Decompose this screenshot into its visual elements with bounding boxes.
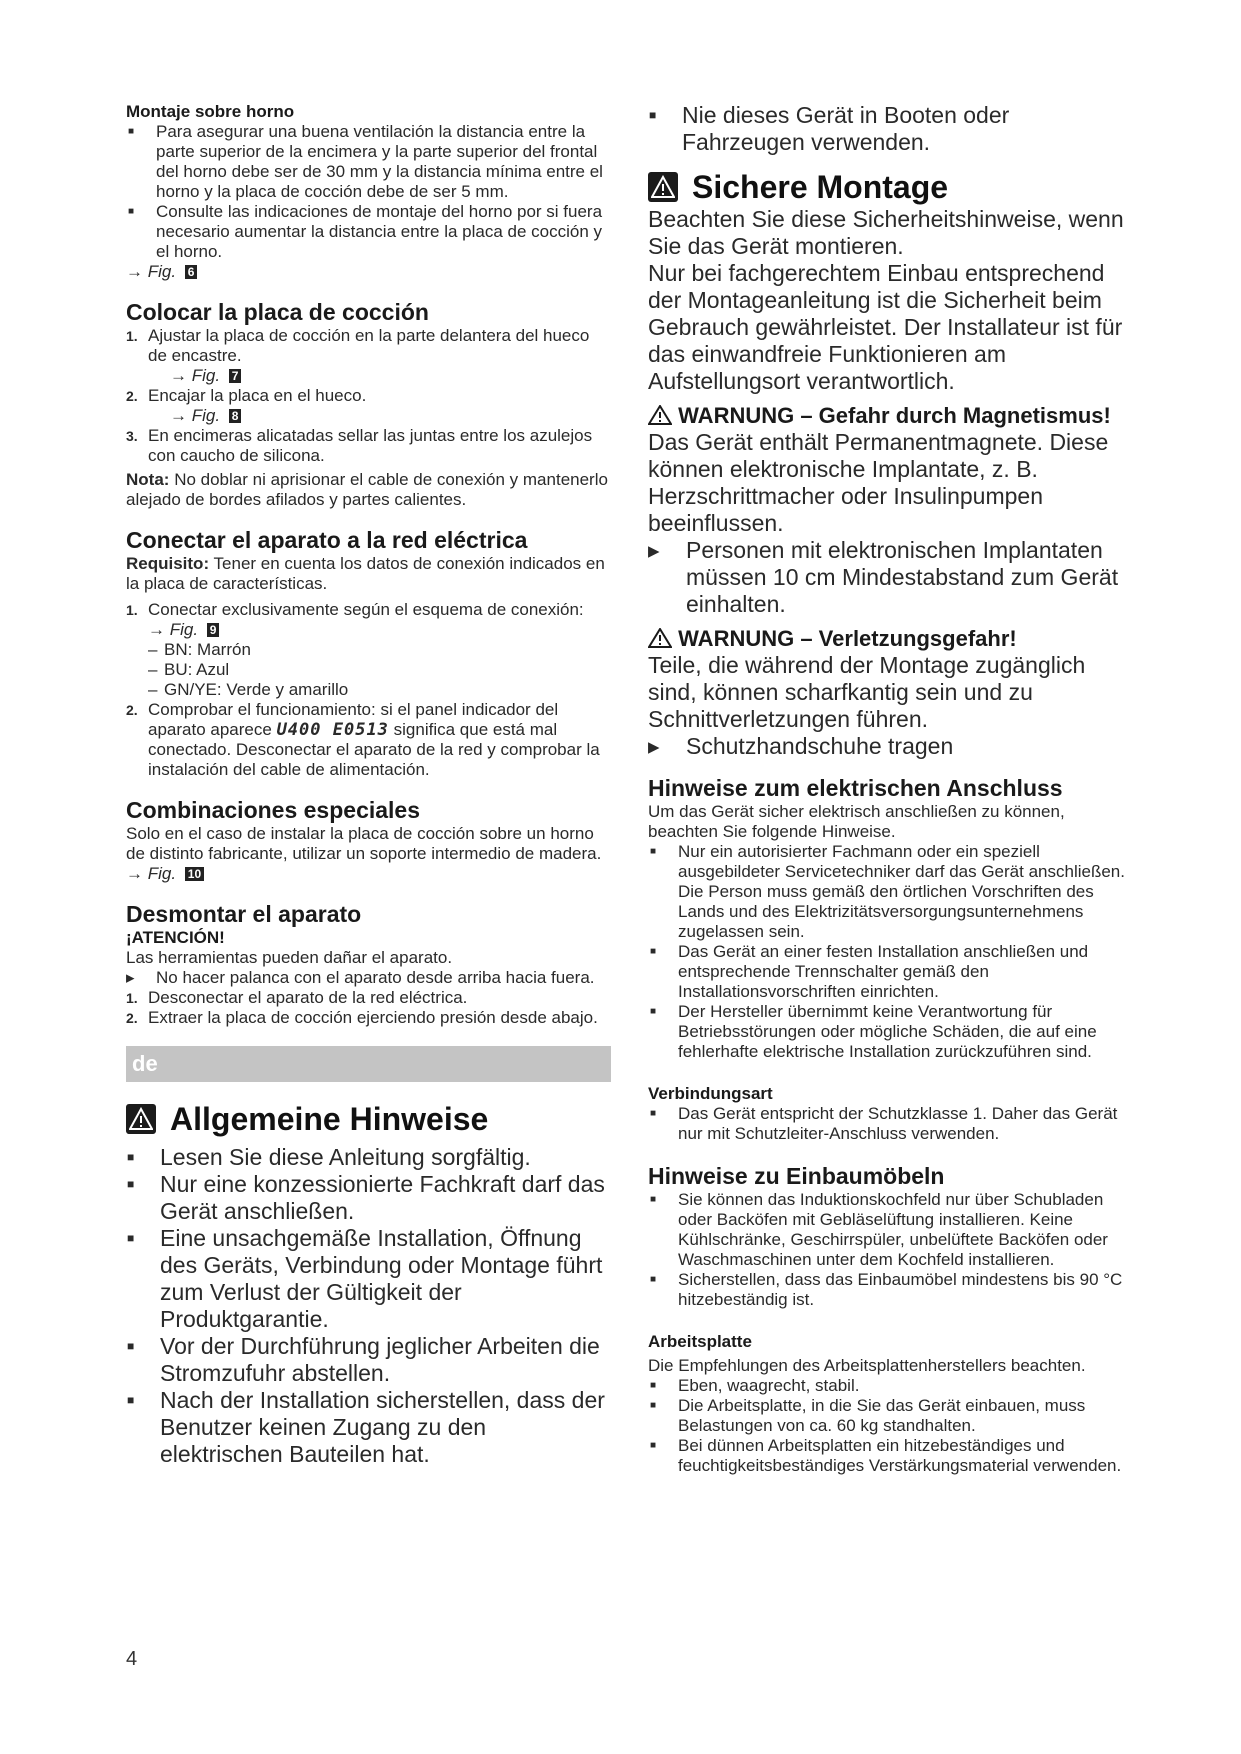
fig-number: 9 [207, 623, 220, 637]
step-1: 1. Desconectar el aparato de la red eléctrica. [126, 988, 468, 1007]
section-title-combinaciones: Combinaciones especiales [126, 797, 421, 823]
paragraph: Beachten Sie diese Sicherheitshinweise, wenn Sie das Gerät montieren. [648, 206, 1124, 259]
list-item: ■ Consulte las indicaciones de montaje del horno por si fuera necesario aumentar la distancia entre la placa de cocción y el horno. [126, 202, 611, 262]
list-item: ■ Die Arbeitsplatte, in die Sie das Gerät einbauen, muss Belastungen von ca. 60 kg standhalten. [648, 1396, 1128, 1436]
paragraph: Das Gerät enthält Permanentmagnete. Diese können elektronische Implantate, z. B. Herzschrittmacher oder Insulinpumpen beeinflussen. [648, 429, 1109, 536]
wire-item: – BU: Azul [126, 660, 611, 680]
step-2: 2. Extraer la placa de cocción ejerciendo presión desde abajo. [126, 1008, 598, 1027]
paragraph: Die Empfehlungen des Arbeitsplattenherstellers beachten. [648, 1356, 1086, 1375]
list-item: ■ Der Hersteller übernimmt keine Verantwortung für Betriebsstörungen oder mögliche Schäden, die auf eine fehlerhafte elektrische Installation zurückzuführen sind. [648, 1002, 1128, 1062]
list-item: ■ Lesen Sie diese Anleitung sorgfältig. [126, 1144, 611, 1171]
wire-item: – BN: Marrón [126, 640, 611, 660]
paragraph: Teile, die während der Montage zugänglich sind, können scharfkantig sein und zu Schnittverletzungen führen. [648, 652, 1086, 732]
paragraph: Las herramientas pueden dañar el aparato. [126, 948, 453, 967]
warning-triangle-icon [648, 626, 678, 651]
warning-title: WARNUNG – Verletzungsgefahr! [648, 626, 1128, 652]
section-title-allgemeine: Allgemeine Hinweise [126, 1100, 611, 1138]
warning-triangle-icon [648, 403, 678, 428]
warning-icon [126, 1104, 156, 1134]
paragraph: Solo en el caso de instalar la placa de cocción sobre un horno de distinto fabricante, utilizar un soporte intermedio de madera. [126, 824, 602, 863]
list-item: ■ Nur ein autorisierter Fachmann oder ein speziell ausgebildeter Servicetechniker darf das Gerät anschließen. Die Person muss gemäß den örtlichen Vorschriften des Lands und des Elektrizitätsversorgungsunternehmens zugelassen sein. [648, 842, 1128, 942]
fig-ref: → Fig. 10 [126, 864, 611, 884]
requisito: Requisito: Tener en cuenta los datos de conexión indicados en la placa de características. [126, 554, 605, 593]
section-title-elektrisch: Hinweise zum elektrischen Anschluss [648, 775, 1063, 801]
section-title-verbindungsart: Verbindungsart [648, 1084, 773, 1103]
fig-ref: → Fig. 6 [126, 262, 611, 282]
list-item: ■ Das Gerät entspricht der Schutzklasse 1. Daher das Gerät nur mit Schutzleiter-Anschluss verwenden. [648, 1104, 1128, 1144]
list-item: ■ Nie dieses Gerät in Booten oder Fahrzeugen verwenden. [648, 102, 1128, 156]
fig-number: 8 [229, 409, 242, 423]
list-item: ■ Sie können das Induktionskochfeld nur über Schubladen oder Backöfen mit Gebläselüftung installieren. Keine Kühlschränke, Geschirrspüler, unbelüftete Backöfen oder Waschmaschinen unter dem Kochfeld installieren. [648, 1190, 1128, 1270]
list-item: ■ Bei dünnen Arbeitsplatten ein hitzebeständiges und feuchtigkeitsbeständiges Verstärkungsmaterial verwenden. [648, 1436, 1128, 1476]
list-item: ■ Vor der Durchführung jeglicher Arbeiten die Stromzufuhr abstellen. [126, 1333, 611, 1387]
fig-number: 7 [229, 369, 242, 383]
wire-item: – GN/YE: Verde y amarillo [126, 680, 611, 700]
paragraph: Nur bei fachgerechtem Einbau entsprechend der Montageanleitung ist die Sicherheit beim Gebrauch gewährleistet. Der Installateur ist für das einwandfreie Funktionieren am Aufstellungsort verantwortlich. [648, 260, 1123, 394]
section-title-montaje: Montaje sobre horno [126, 102, 295, 121]
step-1: 1. Ajustar la placa de cocción en la parte delantera del hueco de encastre. [126, 326, 590, 365]
action-item: ▸ Schutzhandschuhe tragen [648, 733, 1128, 760]
step-2: 2. Encajar la placa en el hueco. [126, 386, 367, 405]
list-item: ■ Das Gerät an einer festen Installation anschließen und entsprechende Trennschalter gemäß den Installationsvorschriften einrichten. [648, 942, 1128, 1002]
fig-ref: → Fig. 9 [126, 620, 611, 640]
list-item: ■ Nach der Installation sicherstellen, dass der Benutzer keinen Zugang zu den elektrischen Bauteilen hat. [126, 1387, 611, 1468]
list-item: ■ Nur eine konzessionierte Fachkraft darf das Gerät anschließen. [126, 1171, 611, 1225]
fig-number: 10 [185, 867, 204, 881]
page-number: 4 [126, 1648, 138, 1670]
action-item: ▸ No hacer palanca con el aparato desde arriba hacia fuera. [126, 968, 611, 988]
section-title-desmontar: Desmontar el aparato [126, 901, 362, 927]
step-1: 1. Conectar exclusivamente según el esquema de conexión: [126, 600, 584, 619]
left-column [126, 102, 611, 1468]
display-code: U400 E0513 [276, 720, 389, 740]
section-title-sichere-montage: Sichere Montage [648, 168, 1128, 206]
list-item: ■ Eben, waagrecht, stabil. [648, 1376, 1128, 1396]
section-title-arbeitsplatte: Arbeitsplatte [648, 1332, 752, 1351]
warning-title: WARNUNG – Gefahr durch Magnetismus! [648, 403, 1128, 429]
warning-icon [648, 172, 678, 202]
section-title-colocar: Colocar la placa de cocción [126, 299, 429, 325]
language-bar: de [126, 1046, 611, 1082]
section-title-einbaumoebel: Hinweise zu Einbaumöbeln [648, 1163, 945, 1189]
right-column [648, 102, 1128, 1476]
paragraph: Um das Gerät sicher elektrisch anschließen zu können, beachten Sie folgende Hinweise. [648, 802, 1065, 841]
fig-ref: → Fig. 8 [126, 406, 611, 426]
fig-number: 6 [185, 265, 198, 279]
nota: Nota: No doblar ni aprisionar el cable de conexión y mantenerlo alejado de bordes afilados y partes calientes. [126, 470, 608, 509]
action-item: ▸ Personen mit elektronischen Implantaten müssen 10 cm Mindestabstand zum Gerät einhalten. [648, 537, 1128, 618]
list-item: ■ Eine unsachgemäße Installation, Öffnung des Geräts, Verbindung oder Montage führt zum Verlust der Gültigkeit der Produktgarantie. [126, 1225, 611, 1333]
fig-ref: → Fig. 7 [126, 366, 611, 386]
section-title-conectar: Conectar el aparato a la red eléctrica [126, 527, 528, 553]
attention-label: ¡ATENCIÓN! [126, 928, 225, 947]
step-3: 3. En encimeras alicatadas sellar las juntas entre los azulejos con caucho de silicona. [126, 426, 593, 465]
step-2: 2. Comprobar el funcionamiento: si el panel indicador del aparato aparece U400 E0513 significa que está mal conectado. Desconectar el aparato de la red y comprobar la instalación del cable de alimentación. [126, 700, 600, 779]
list-item: ■ Para asegurar una buena ventilación la distancia entre la parte superior de la encimera y la parte superior del frontal del horno debe ser de 30 mm y la distancia mínima entre el horno y la placa de cocción debe de ser 5 mm. [126, 122, 611, 202]
list-item: ■ Sicherstellen, dass das Einbaumöbel mindestens bis 90 °C hitzebeständig ist. [648, 1270, 1128, 1310]
